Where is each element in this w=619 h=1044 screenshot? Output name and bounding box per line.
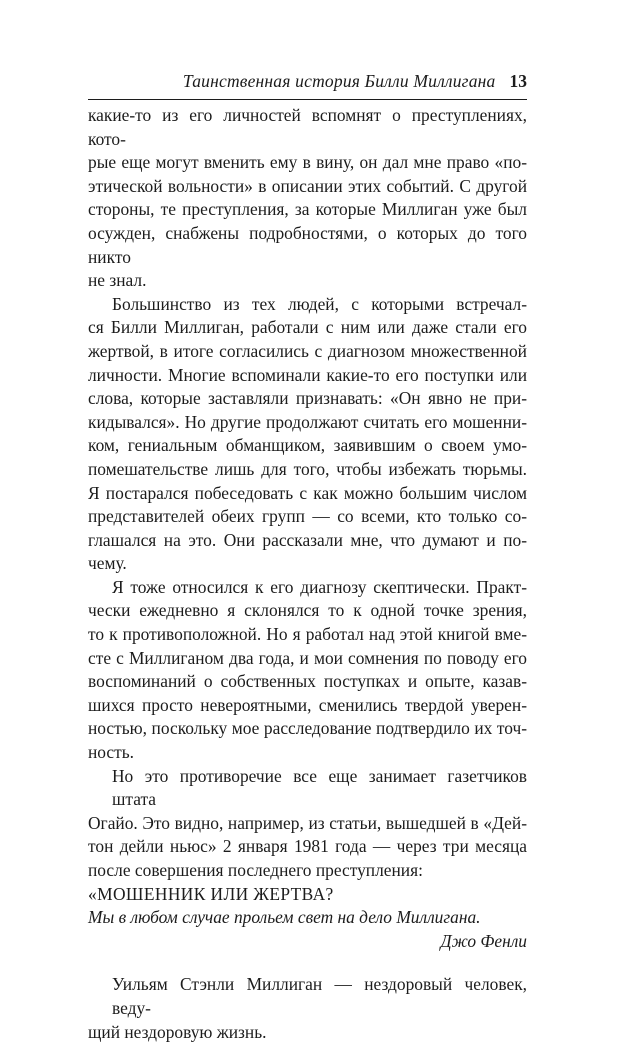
text-line: чески ежедневно я склонялся то к одной точке зрения,	[88, 600, 527, 621]
text-line: Я постарался побеседовать с как можно большим числом	[88, 482, 527, 503]
text-line: рые еще могут вменить ему в вину, он дал мне право «по-	[88, 152, 527, 173]
page-number: 13	[509, 71, 527, 91]
text-line: кидывался». Но другие продолжают считать его мошенни-	[88, 411, 527, 432]
paragraph-1	[88, 104, 527, 293]
text-line: Большинство из тех людей, с которыми встречал-	[112, 293, 527, 314]
epigraph-author: Джо Фенли	[440, 930, 527, 951]
text-line: осужден, снабжены подробностями, о которых до того никто	[88, 222, 527, 267]
text-line: сте с Миллиганом два года, и мои сомнения по поводу его	[88, 647, 527, 668]
text-line: стороны, те преступления, за которые Миллиган уже был	[88, 199, 527, 220]
text-line: Огайо. Это видно, например, из статьи, вышедшей в «Дей-	[88, 812, 527, 833]
header-rule	[88, 99, 527, 100]
text-line: слова, которые заставляли признавать: «Он явно не при-	[88, 388, 527, 409]
text-line: ся Билли Миллиган, работали с ним или даже стали его	[88, 317, 527, 338]
epigraph-quote: Мы в любом случае прольем свет на дело Миллигана.	[88, 907, 481, 928]
closing-paragraph	[88, 973, 527, 1044]
text-line: какие-то из его личностей вспомнят о преступлениях, кото-	[88, 105, 527, 149]
text-line: воспоминаний о собственных поступках и опыте, казав-	[88, 671, 527, 692]
body-text	[88, 104, 527, 1044]
text-line: Я тоже относился к его диагнозу скептически. Практ-	[112, 576, 527, 597]
text-line: то к противоположной. Но я работал над этой книгой вме-	[88, 624, 527, 645]
page-header	[88, 70, 527, 92]
paragraph-3	[88, 576, 527, 765]
paragraph-4	[88, 765, 527, 883]
text-line: ность.	[88, 742, 135, 763]
text-line: представителей обеих групп — со всеми, кто только со-	[88, 506, 527, 527]
text-line: после совершения последнего преступления:	[88, 860, 423, 880]
text-line: глашался на это. Они рассказали мне, что думают и по-	[88, 529, 527, 550]
text-line: помешательстве лишь для того, чтобы избежать тюрьмы.	[88, 458, 527, 479]
text-line: тон дейли ньюс» 2 января 1981 года — через три месяца	[88, 836, 527, 857]
running-title: Таинственная история Билли Миллигана	[182, 71, 496, 91]
text-line: не знал.	[88, 270, 147, 291]
paragraph-2	[88, 293, 527, 576]
text-line: этической вольности» в описании этих событий. С другой	[88, 175, 527, 196]
text-line: личности. Многие вспоминали какие-то его поступки или	[88, 364, 527, 385]
text-line: Но это противоречие все еще занимает газетчиков штата	[112, 765, 527, 810]
epigraph	[88, 906, 527, 953]
text-line: шихся просто невероятными, сменились твердой уверен-	[88, 694, 527, 715]
text-line: чему.	[88, 553, 127, 574]
article-heading: «МОШЕННИК ИЛИ ЖЕРТВА?	[88, 883, 334, 904]
text-line: жертвой, в итоге согласились с диагнозом множественной	[88, 340, 527, 361]
text-line: ностью, поскольку мое расследование подтвердило их точ-	[88, 718, 527, 739]
text-line: щий нездоровую жизнь.	[88, 1021, 267, 1042]
text-line: Уильям Стэнли Миллиган — нездоровый человек, веду-	[112, 974, 527, 1018]
text-line: ком, гениальным обманщиком, заявившим о своем умо-	[88, 435, 527, 456]
